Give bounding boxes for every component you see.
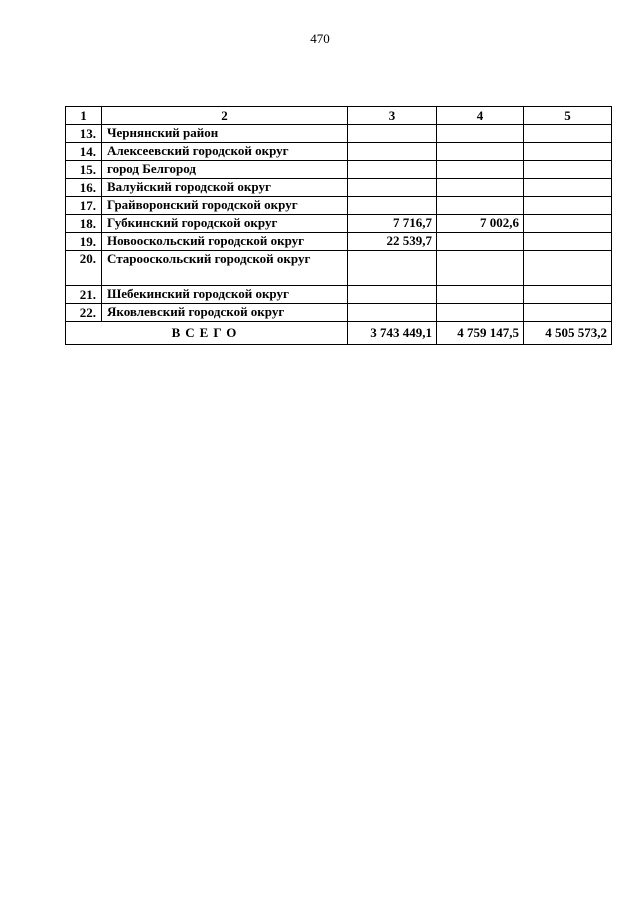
row-value-5 — [524, 161, 612, 179]
total-label: ВСЕГО — [66, 322, 348, 345]
table-row — [66, 215, 612, 233]
row-value-4 — [437, 197, 524, 215]
row-value-3 — [348, 197, 437, 215]
table-row — [66, 286, 612, 304]
row-value-5 — [524, 143, 612, 161]
row-value-5 — [524, 125, 612, 143]
column-header-5: 5 — [524, 107, 612, 125]
table-row — [66, 143, 612, 161]
row-number: 21. — [66, 286, 102, 304]
row-value-4 — [437, 233, 524, 251]
total-value-4: 4 759 147,5 — [437, 322, 524, 345]
row-name: Старооскольский городской округ — [102, 251, 348, 286]
row-value-4 — [437, 286, 524, 304]
row-name: Валуйский городской округ — [102, 179, 348, 197]
table-row — [66, 179, 612, 197]
row-value-3 — [348, 304, 437, 322]
table-row — [66, 161, 612, 179]
row-value-5 — [524, 179, 612, 197]
row-name: Яковлевский городской округ — [102, 304, 348, 322]
row-value-4: 7 002,6 — [437, 215, 524, 233]
total-value-3: 3 743 449,1 — [348, 322, 437, 345]
row-value-4 — [437, 143, 524, 161]
table-header-row — [66, 107, 612, 125]
row-name: Шебекинский городской округ — [102, 286, 348, 304]
row-value-4 — [437, 304, 524, 322]
row-name: Грайворонский городской округ — [102, 197, 348, 215]
table-row — [66, 233, 612, 251]
row-value-4 — [437, 179, 524, 197]
page-number: 470 — [310, 31, 330, 46]
row-value-3 — [348, 161, 437, 179]
column-header-1: 1 — [66, 107, 102, 125]
row-value-4 — [437, 251, 524, 286]
row-number: 14. — [66, 143, 102, 161]
row-number: 22. — [66, 304, 102, 322]
column-header-3: 3 — [348, 107, 437, 125]
row-name: Губкинский городской округ — [102, 215, 348, 233]
row-number: 18. — [66, 215, 102, 233]
row-name: Новооскольский городской округ — [102, 233, 348, 251]
row-name: Чернянский район — [102, 125, 348, 143]
total-value-5: 4 505 573,2 — [524, 322, 612, 345]
row-name: город Белгород — [102, 161, 348, 179]
row-value-5 — [524, 233, 612, 251]
row-number: 15. — [66, 161, 102, 179]
row-value-3: 7 716,7 — [348, 215, 437, 233]
row-number: 13. — [66, 125, 102, 143]
table-row — [66, 125, 612, 143]
row-value-3 — [348, 143, 437, 161]
row-number: 20. — [66, 251, 102, 286]
row-number: 16. — [66, 179, 102, 197]
row-value-4 — [437, 161, 524, 179]
row-value-3 — [348, 179, 437, 197]
row-value-5 — [524, 304, 612, 322]
budget-table — [65, 106, 612, 345]
row-value-3: 22 539,7 — [348, 233, 437, 251]
row-number: 19. — [66, 233, 102, 251]
total-row — [66, 322, 612, 345]
row-value-3 — [348, 125, 437, 143]
row-value-4 — [437, 125, 524, 143]
row-value-5 — [524, 251, 612, 286]
column-header-4: 4 — [437, 107, 524, 125]
row-name: Алексеевский городской округ — [102, 143, 348, 161]
row-number: 17. — [66, 197, 102, 215]
table-row — [66, 304, 612, 322]
column-header-2: 2 — [102, 107, 348, 125]
row-value-5 — [524, 197, 612, 215]
table-row — [66, 251, 612, 286]
row-value-3 — [348, 286, 437, 304]
row-value-5 — [524, 215, 612, 233]
row-value-3 — [348, 251, 437, 286]
table-row — [66, 197, 612, 215]
row-value-5 — [524, 286, 612, 304]
